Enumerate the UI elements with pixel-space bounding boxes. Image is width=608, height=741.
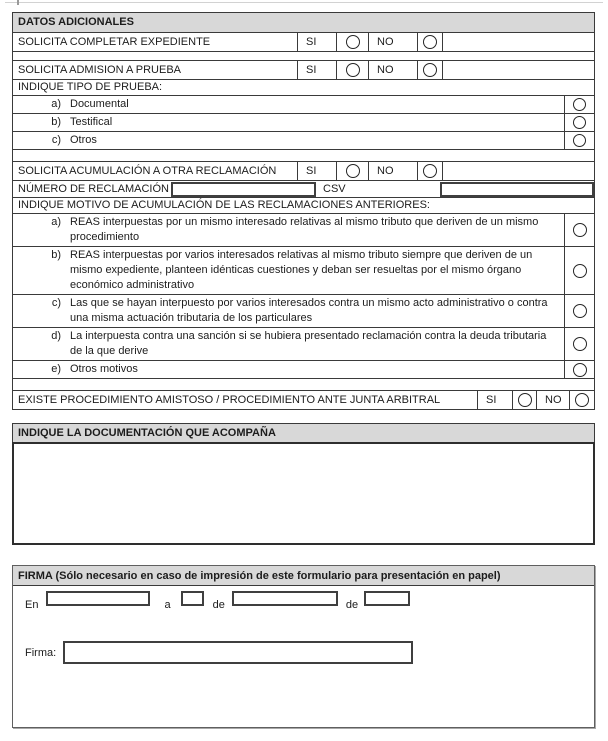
row-motivo-e: [13, 360, 594, 378]
acumulacion-si-radio[interactable]: [346, 164, 360, 178]
documentacion-title: INDIQUE LA DOCUMENTACIÓN QUE ACOMPAÑA: [18, 427, 276, 439]
motivo-a-radio[interactable]: [573, 223, 587, 237]
firma-signature-line: [13, 641, 594, 664]
cell-option-radio: [564, 114, 594, 131]
cell-si-radio: [336, 162, 368, 180]
question-label: SOLICITA ADMISION A PRUEBA: [18, 63, 182, 76]
en-label: En: [25, 599, 39, 611]
no-label: NO: [368, 33, 417, 51]
option-label: Documental: [70, 98, 129, 110]
si-label: SI: [297, 61, 336, 79]
option-letter: c): [51, 297, 61, 309]
row-motivo-header: [13, 197, 594, 213]
completar-si-radio[interactable]: [346, 35, 360, 49]
cell-no-radio: [417, 61, 442, 79]
motivo-c-radio[interactable]: [573, 304, 587, 318]
documentacion-textarea[interactable]: [12, 442, 595, 545]
empty-cell: [442, 33, 594, 51]
spacer-row: [13, 149, 594, 161]
option-letter: a): [51, 216, 61, 228]
si-label: SI: [477, 391, 512, 409]
si-label: SI: [297, 33, 336, 51]
acumulacion-no-radio[interactable]: [423, 164, 437, 178]
top-divider: [5, 2, 603, 3]
cell-option-radio: [564, 214, 594, 246]
option-label: Otros motivos: [70, 363, 138, 375]
firma-date-line: [13, 589, 594, 611]
month-input[interactable]: [232, 591, 338, 606]
no-label: NO: [536, 391, 569, 409]
option-label: Las que se hayan interpuesto por varios interesados contra un mismo acto administrativo o contra una misma actuación tributaria de los particulares: [70, 297, 548, 324]
de-label: de: [212, 599, 225, 611]
row-tipo-testifical: [13, 113, 594, 131]
a-label: a: [164, 599, 171, 611]
cell-option-radio: [564, 295, 594, 327]
row-motivo-a: [13, 213, 594, 246]
existe-si-radio[interactable]: [518, 393, 532, 407]
row-tipo-otros: [13, 131, 594, 149]
numero-reclamacion-input[interactable]: [171, 182, 316, 197]
tipo-testifical-radio[interactable]: [573, 116, 586, 129]
option-label: Testifical: [70, 116, 113, 128]
admision-si-radio[interactable]: [346, 63, 360, 77]
firma-label: Firma:: [25, 646, 57, 659]
motivo-e-radio[interactable]: [573, 363, 587, 377]
row-tipo-prueba-header: [13, 79, 594, 95]
option-label: Otros: [70, 134, 97, 146]
completar-no-radio[interactable]: [423, 35, 437, 49]
no-label: NO: [368, 162, 417, 180]
year-input[interactable]: [364, 591, 410, 606]
firma-section: [12, 565, 595, 728]
row-existe-procedimiento: [13, 390, 594, 409]
cell-si-radio: [336, 61, 368, 79]
tipo-otros-radio[interactable]: [573, 134, 586, 147]
cell-no-radio: [417, 162, 442, 180]
signature-input[interactable]: [63, 641, 413, 664]
motivo-acumulacion-header: INDIQUE MOTIVO DE ACUMULACIÓN DE LAS RECLAMACIONES ANTERIORES:: [18, 199, 430, 211]
documentacion-section: [12, 423, 595, 545]
cell-option-radio: [564, 132, 594, 149]
empty-cell: [442, 61, 594, 79]
row-motivo-c: [13, 294, 594, 327]
row-numero-reclamacion: [13, 180, 594, 197]
cell-si-radio: [336, 33, 368, 51]
option-letter: e): [51, 363, 61, 375]
tipo-documental-radio[interactable]: [573, 98, 586, 111]
question-label: EXISTE PROCEDIMIENTO AMISTOSO / PROCEDIMIENTO ANTE JUNTA ARBITRAL: [18, 393, 441, 406]
numero-reclamacion-label: NÚMERO DE RECLAMACIÓN: [18, 182, 169, 195]
admision-no-radio[interactable]: [423, 63, 437, 77]
place-input[interactable]: [46, 591, 150, 606]
option-letter: b): [51, 116, 61, 128]
question-label: SOLICITA COMPLETAR EXPEDIENTE: [18, 35, 211, 48]
option-letter: c): [51, 134, 61, 146]
cell-option-radio: [564, 361, 594, 378]
option-letter: b): [51, 249, 61, 261]
firma-title: FIRMA (Sólo necesario en caso de impresión de este formulario para presentación en papel): [18, 569, 501, 582]
cell-no-radio: [417, 33, 442, 51]
cell-option-radio: [564, 96, 594, 113]
si-label: SI: [297, 162, 336, 180]
documentacion-header: [12, 423, 595, 443]
csv-label: CSV: [323, 182, 346, 195]
day-input[interactable]: [181, 591, 204, 606]
top-tick: [17, 0, 19, 5]
cell-si-radio: [512, 391, 536, 409]
no-label: NO: [368, 61, 417, 79]
spacer-row: [13, 378, 594, 390]
section-header-datos-adicionales: [13, 13, 594, 32]
cell-no-radio: [569, 391, 594, 409]
option-letter: a): [51, 98, 61, 110]
csv-input[interactable]: [440, 182, 594, 197]
datos-adicionales-table: [12, 12, 595, 410]
question-label: SOLICITA ACUMULACIÓN A OTRA RECLAMACIÓN: [18, 164, 277, 177]
firma-header: [13, 566, 594, 586]
row-tipo-documental: [13, 95, 594, 113]
de-label: de: [345, 599, 359, 611]
existe-no-radio[interactable]: [575, 393, 589, 407]
option-label: REAS interpuestas por un mismo interesado relativas al mismo tributo que deriven de un mismo procedimiento: [70, 216, 539, 243]
motivo-d-radio[interactable]: [573, 337, 587, 351]
tipo-prueba-header: INDIQUE TIPO DE PRUEBA:: [18, 81, 163, 93]
row-solicita-completar: [13, 32, 594, 51]
row-solicita-admision: [13, 60, 594, 79]
section-title: DATOS ADICIONALES: [18, 16, 134, 28]
row-solicita-acumulacion: [13, 161, 594, 180]
cell-option-radio: [564, 247, 594, 294]
spacer-row: [13, 51, 594, 60]
motivo-b-radio[interactable]: [573, 264, 587, 278]
option-label: La interpuesta contra una sanción si se hubiera presentado reclamación contra la deuda tributaria de la que derive: [70, 330, 547, 357]
row-motivo-d: [13, 327, 594, 360]
row-motivo-b: [13, 246, 594, 294]
option-label: REAS interpuestas por varios interesados relativas al mismo tributo siempre que deriven de un mismo expediente, planteen idénticas cuestiones y deban ser resueltas por el mismo órgano económico administrativo: [70, 249, 533, 291]
empty-cell: [442, 162, 594, 180]
cell-option-radio: [564, 328, 594, 360]
option-letter: d): [51, 330, 61, 342]
